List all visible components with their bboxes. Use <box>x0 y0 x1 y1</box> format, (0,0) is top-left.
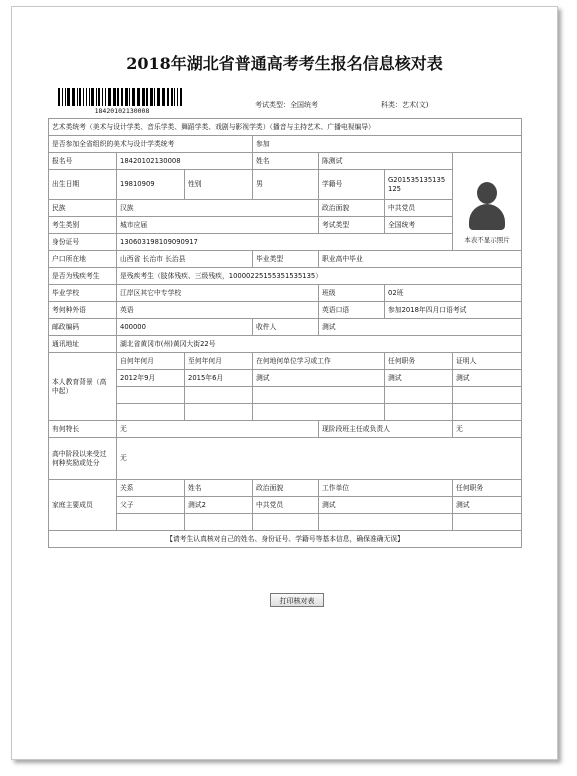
family-cell <box>185 514 253 531</box>
family-cell <box>453 514 522 531</box>
education-label: 本人教育背景（高中起） <box>49 353 117 421</box>
table-row <box>49 404 522 421</box>
education-cell: 2012年9月 <box>117 370 185 387</box>
awards-value: 无 <box>117 438 522 480</box>
notice: 【请考生认真核对自己的姓名、身份证号、学籍号等基本信息，确保准确无误】 <box>49 531 522 548</box>
oral-test-label: 英语口语 <box>319 302 385 319</box>
name-label: 姓名 <box>253 153 319 170</box>
education-header: 至何年何月 <box>185 353 253 370</box>
head-teacher-value: 无 <box>453 421 522 438</box>
art-participation-label: 是否参加全省组织的美术与设计学类统考 <box>49 136 253 153</box>
family-header: 任何职务 <box>453 480 522 497</box>
avatar-placeholder-icon <box>467 180 507 232</box>
household-value: 山西省 长治市 长治县 <box>117 251 253 268</box>
registration-no-value: 18420102130008 <box>117 153 253 170</box>
barcode <box>58 88 186 115</box>
education-cell: 测试 <box>453 370 522 387</box>
recipient-label: 收件人 <box>253 319 319 336</box>
photo-note: 本表不显示照片 <box>464 236 510 244</box>
family-cell: 父子 <box>117 497 185 514</box>
graduation-type-value: 职业高中毕业 <box>319 251 522 268</box>
education-cell <box>185 387 253 404</box>
family-cell: 测试2 <box>185 497 253 514</box>
education-header: 证明人 <box>453 353 522 370</box>
family-header: 工作单位 <box>319 480 453 497</box>
foreign-lang-value: 英语 <box>117 302 319 319</box>
table-row <box>49 387 522 404</box>
id-number-value: 130603198109090917 <box>117 234 453 251</box>
exam-type-value: 全国统考 <box>385 217 453 234</box>
education-cell <box>117 404 185 421</box>
gender-value: 男 <box>253 170 319 200</box>
table-row <box>49 514 522 531</box>
political-label: 政治面貌 <box>319 200 385 217</box>
candidate-category-value: 城市应届 <box>117 217 319 234</box>
art-category-header: 艺术类统考（美术与设计学类、音乐学类、舞蹈学类、戏剧与影视学类）（播音与主持艺术、广播电视编导） <box>49 119 522 136</box>
education-cell <box>453 404 522 421</box>
address-value: 湖北省黄冈市(州)黄冈大街22号 <box>117 336 522 353</box>
specialty-value: 无 <box>117 421 319 438</box>
family-cell <box>117 514 185 531</box>
candidate-category-label: 考生类别 <box>49 217 117 234</box>
family-label: 家庭主要成员 <box>49 480 117 531</box>
student-no-label: 学籍号 <box>319 170 385 200</box>
info-table <box>48 118 522 548</box>
barcode-bars <box>58 88 186 106</box>
education-cell <box>253 404 385 421</box>
awards-label: 高中阶段以来受过何种奖励或处分 <box>49 438 117 480</box>
name-value: 陈测试 <box>319 153 453 170</box>
page-title: 2018年湖北省普通高考考生报名信息核对表 <box>126 54 443 73</box>
registration-no-label: 报名号 <box>49 153 117 170</box>
family-cell: 中共党员 <box>253 497 319 514</box>
education-cell: 测试 <box>385 370 453 387</box>
address-label: 通讯地址 <box>49 336 117 353</box>
gender-label: 性别 <box>185 170 253 200</box>
id-number-label: 身份证号 <box>49 234 117 251</box>
art-participation-value: 参加 <box>253 136 522 153</box>
postcode-value: 400000 <box>117 319 253 336</box>
class-value: 02班 <box>385 285 522 302</box>
family-cell: 测试 <box>319 497 453 514</box>
table-row <box>49 497 522 514</box>
specialty-label: 有何特长 <box>49 421 117 438</box>
oral-test-value: 参加2018年四月口语考试 <box>385 302 522 319</box>
family-header: 姓名 <box>185 480 253 497</box>
print-button[interactable]: 打印核对表 <box>270 593 324 607</box>
student-no-value: G201535135135125 <box>385 170 453 200</box>
exam-type-meta: 考试类型：全国统考 <box>255 101 318 109</box>
education-header: 自何年何月 <box>117 353 185 370</box>
family-header: 政治面貌 <box>253 480 319 497</box>
education-header: 在何地何单位学习或工作 <box>253 353 385 370</box>
graduation-type-label: 毕业类型 <box>253 251 319 268</box>
disabled-label: 是否为残疾考生 <box>49 268 117 285</box>
education-header: 任何职务 <box>385 353 453 370</box>
subject-meta: 科类：艺术(文) <box>381 101 429 109</box>
family-cell: 测试 <box>453 497 522 514</box>
school-label: 毕业学校 <box>49 285 117 302</box>
barcode-number: 18420102130008 <box>94 107 150 115</box>
head-teacher-label: 现阶段班主任或负责人 <box>319 421 453 438</box>
education-cell <box>253 387 385 404</box>
photo-cell <box>453 153 522 251</box>
form-page <box>11 6 558 760</box>
exam-type-label: 考试类型 <box>319 217 385 234</box>
family-cell <box>253 514 319 531</box>
recipient-value: 测试 <box>319 319 522 336</box>
foreign-lang-label: 考何种外语 <box>49 302 117 319</box>
education-cell <box>385 404 453 421</box>
class-label: 班级 <box>319 285 385 302</box>
ethnicity-value: 汉族 <box>117 200 319 217</box>
postcode-label: 邮政编码 <box>49 319 117 336</box>
disabled-value: 是残疾考生（肢体残疾、三级残疾，10000225155351535135） <box>117 268 522 285</box>
education-cell: 2015年6月 <box>185 370 253 387</box>
ethnicity-label: 民族 <box>49 200 117 217</box>
table-row <box>49 370 522 387</box>
birth-label: 出生日期 <box>49 170 117 200</box>
family-cell <box>319 514 453 531</box>
birth-value: 19810909 <box>117 170 185 200</box>
political-value: 中共党员 <box>385 200 453 217</box>
education-cell: 测试 <box>253 370 385 387</box>
education-cell <box>453 387 522 404</box>
family-header: 关系 <box>117 480 185 497</box>
school-value: 江岸区其它中专学校 <box>117 285 319 302</box>
education-cell <box>185 404 253 421</box>
education-cell <box>117 387 185 404</box>
education-cell <box>385 387 453 404</box>
household-label: 户口所在地 <box>49 251 117 268</box>
